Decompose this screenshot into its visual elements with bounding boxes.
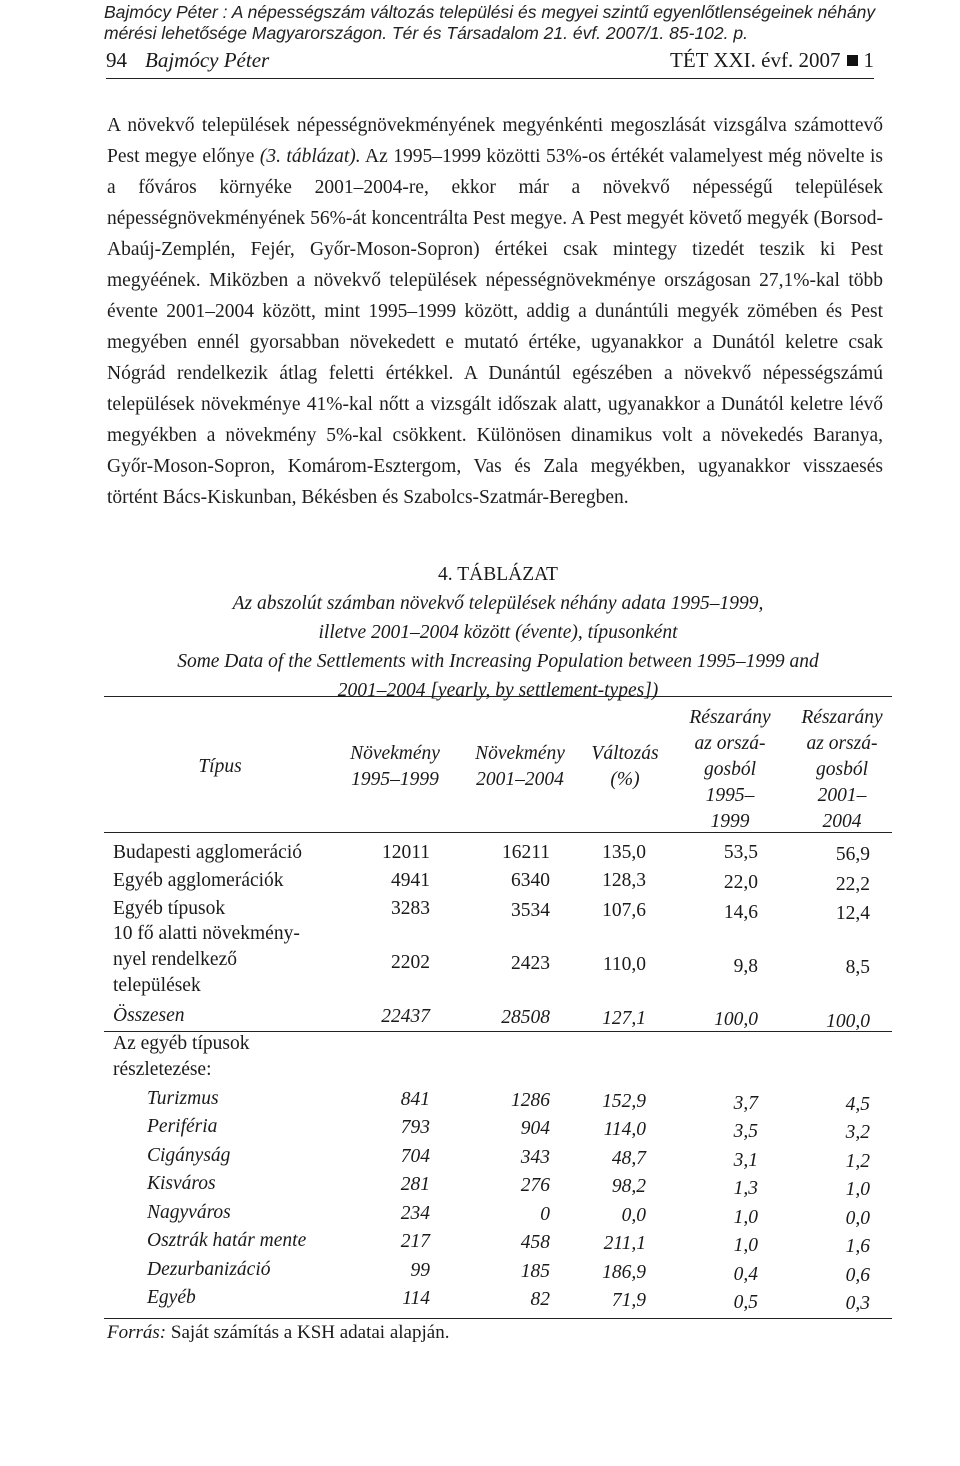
table-source-note: Forrás: Saját számítás a KSH adatai alapján. (107, 1322, 450, 1343)
journal-volume: TÉT XXI. évf. 2007 (670, 48, 841, 72)
page-number: 94 (106, 48, 127, 72)
citation-header: Bajmócy Péter : A népességszám változás települési és megyei szintű egyenlőtlenségeinek néhány mérési lehetősége Magyarországon. Tér és Társadalom 21. évf. 2007/1. 85-102. p. (104, 2, 876, 43)
header-increment-1995: Növekmény 1995–1999 (350, 743, 440, 790)
running-author: Bajmócy Péter (145, 48, 270, 72)
breakdown-label: részletezése: (113, 1059, 212, 1080)
header-rule (104, 832, 892, 833)
table-title-en-2: 2001–2004 [yearly, by settlement-types]) (337, 680, 659, 701)
table-title-en-1: Some Data of the Settlements with Increasing Population between 1995–1999 and (177, 651, 819, 672)
table-bottom-rule (104, 1318, 892, 1319)
running-head (106, 48, 874, 79)
table-reference: (3. táblázat). (259, 146, 361, 167)
table-title-hu-2: illetve 2001–2004 között (évente), típusonként (318, 622, 678, 643)
table-caption (100, 560, 896, 705)
issue-number: 1 (863, 48, 874, 72)
table-top-rule (104, 696, 892, 697)
body-paragraph: A növekvő települések népességnövekményének megyénkénti megoszlását vizsgálva számottevő Pest megye előnye (3. táblázat). Az 1995–1999 közötti 53%-os értékét valamelyest még növelte is a főváros környéke 2001–2004-re, ekkor már a növekvő népességű települések népességnövekményének 56%-át koncentrálta Pest megye. A Pest megyét követő megyék (Borsod-Abaúj-Zemplén, Fejér, Győr-Moson-Sopron) értékei csak mintegy tizedét teszik ki Pest megyéének. Miközben a növekvő települések népességnövekménye országosan 27,1%-kal több évente 2001–2004 között, mint 1995–1999 között, addig a dunántúli megyék zömében és Pest megyében ennél gyorsabban növekedett e mutató értéke, ugyanakkor a Dunától keletre csak Nógrád rendelkezik átlag feletti értékkel. A Dunántúl egészében a növekvő népességszámú települések növekménye 41%-kal nőtt a vizsgált időszak alatt, ugyanakkor a Dunától keletre lévő megyékben a növekmény 5%-kal csökkent. Különösen dinamikus volt a növekedés Baranya, Győr-Moson-Sopron, Komárom-Esztergom, Vas és Zala megyékben, ugyanakkor visszaesés történt Bács-Kiskunban, Békésben és Szabolcs-Szatmár-Beregben. (107, 115, 883, 508)
header-type: Típus (198, 756, 242, 777)
square-bullet-icon (847, 55, 858, 66)
table-title-hu-1: Az abszolút számban növekvő települések néhány adata 1995–1999, (232, 593, 764, 614)
breakdown-label: Az egyéb típusok (113, 1033, 250, 1054)
header-change: Változás (%) (591, 743, 659, 790)
header-share-1995: Részarány az orszá- gosból 1995– 1999 (689, 707, 771, 832)
header-increment-2001: Növekmény 2001–2004 (475, 743, 565, 790)
table-number: 4. TÁBLÁZAT (438, 564, 558, 585)
header-share-2001: Részarány az orszá- gosból 2001– 2004 (801, 707, 883, 832)
